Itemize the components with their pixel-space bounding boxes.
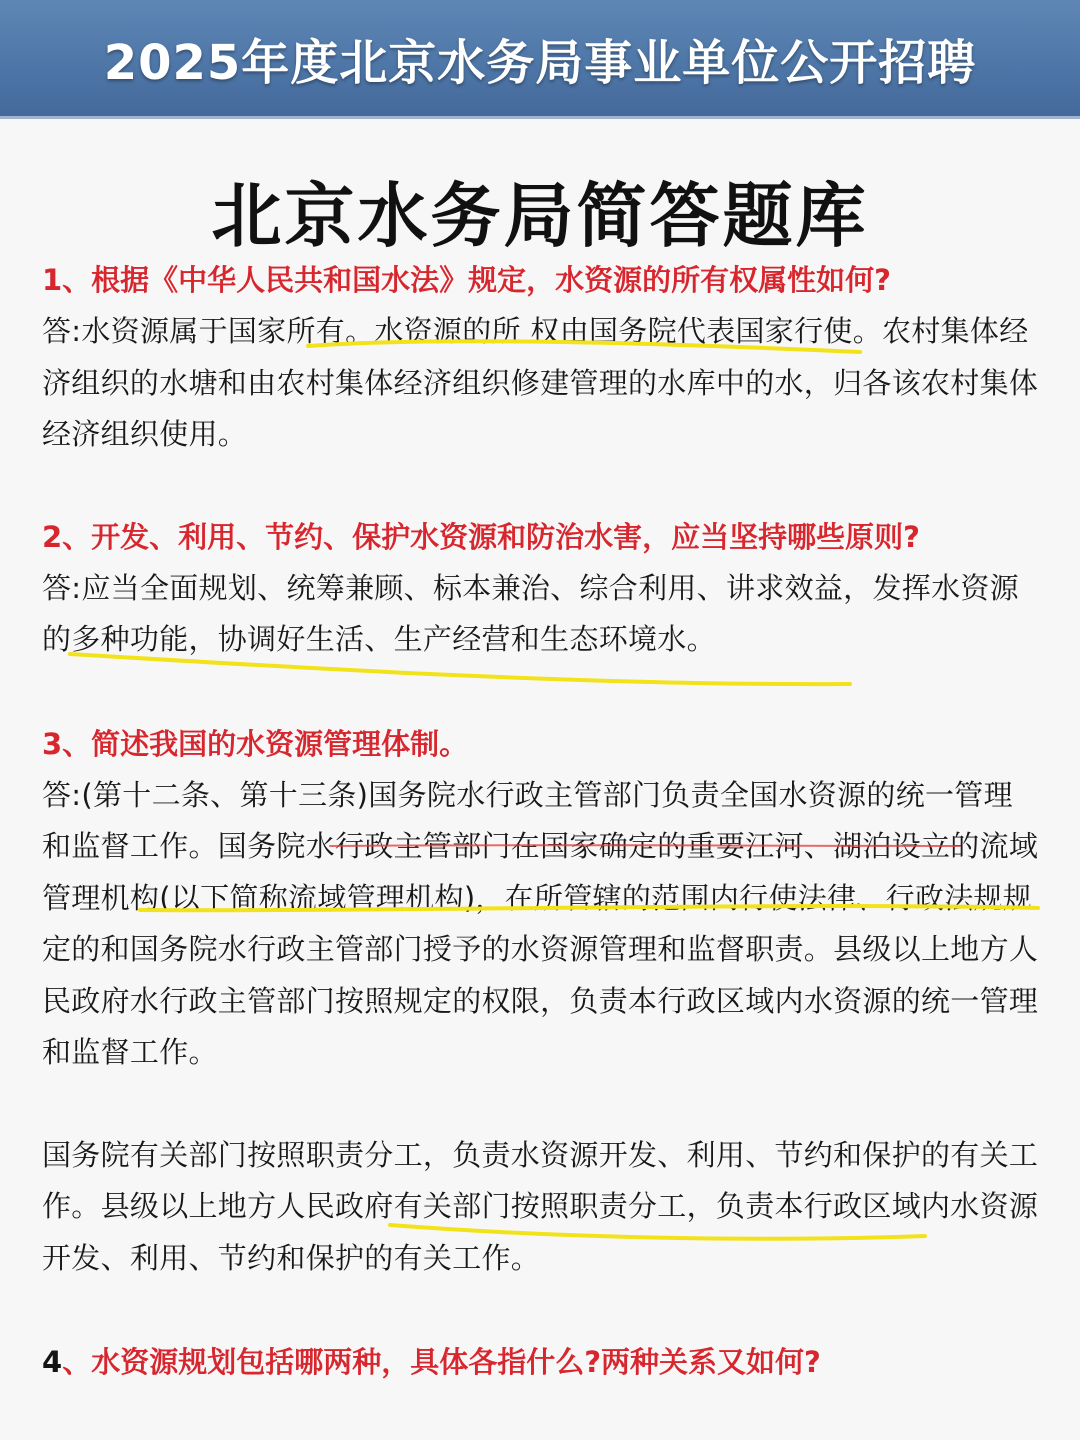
answer-1: 答:水资源属于国家所有。水资源的所 权由国务院代表国家行使。农村集体经济组织的水塘和由农村集体经济组织修建管理的水库中的水，归各该农村集体经济组织使用。 — [42, 314, 1039, 451]
question-1: 1、根据《中华人民共和国水法》规定，水资源的所有权属性如何? — [42, 263, 892, 297]
question-3: 3、简述我国的水资源管理体制。 — [42, 726, 469, 761]
header-banner — [0, 0, 1080, 119]
question-2: 2、开发、利用、节约、保护水资源和防治水害，应当坚持哪些原则? — [42, 519, 921, 554]
answer-3: 答:(第十二条、第十三条)国务院水行政主管部门负责全国水资源的统一管理和监督工作。国务院水行政主管部门在国家确定的重要江河、湖泊设立的流域管理机构(以下简称流域管理机构)，在所管辖的范围内行使法律、行政法规规定的和国务院水行政主管部门授予的水资源管理和监督职责。县级以上地方人民政府水行政主管部门按照规定的权限，负责本行政区域内水资源的统一管理和监督工作。 — [42, 777, 1039, 1069]
banner-title: 2025年度北京水务局事业单位公开招聘 — [103, 34, 977, 91]
qa-list — [42, 254, 1042, 1388]
answer-3-continued: 国务院有关部门按照职责分工，负责水资源开发、利用、节约和保护的有关工作。县级以上地方人民政府有关部门按照职责分工，负责本行政区域内水资源开发、利用、节约和保护的有关工作。 — [42, 1137, 1039, 1275]
question-4-number: 4 — [42, 1345, 63, 1379]
page-title: 北京水务局简答题库 — [211, 174, 869, 257]
question-4-text: 、水资源规划包括哪两种，具体各指什么?两种关系又如何? — [62, 1345, 821, 1379]
answer-2: 答:应当全面规划、统筹兼顾、标本兼治、综合利用、讲求效益，发挥水资源的多种功能，协调好生活、生产经营和生态环境水。 — [42, 570, 1019, 656]
question-4 — [42, 1336, 1042, 1388]
